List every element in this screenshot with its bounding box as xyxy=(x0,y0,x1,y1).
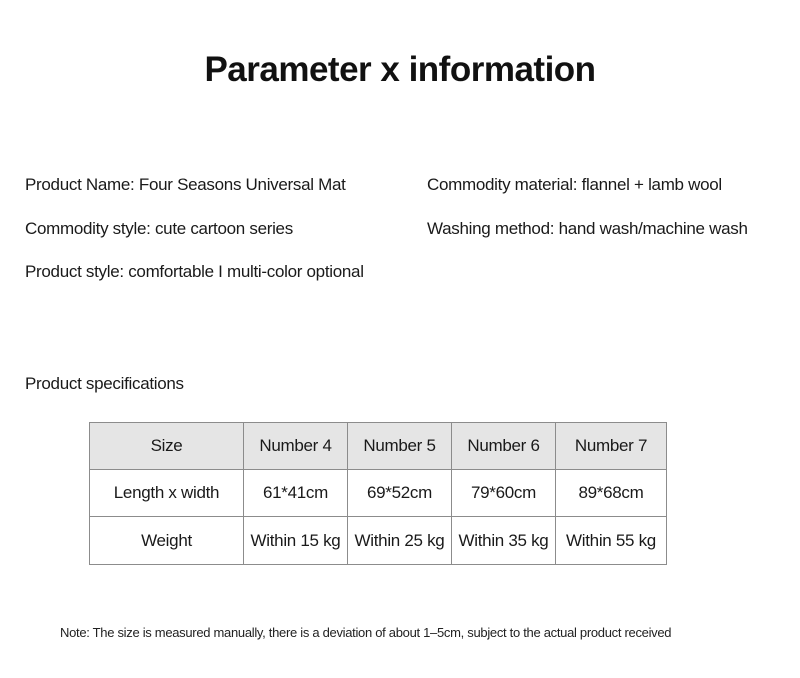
specifications-table xyxy=(89,422,667,565)
commodity-material-text: Commodity material: flannel + lamb wool xyxy=(427,175,722,194)
table-cell: Within 25 kg xyxy=(348,517,452,565)
commodity-style-text: Commodity style: cute cartoon series xyxy=(25,219,293,238)
header-cell: Number 7 xyxy=(556,423,667,470)
header-cell: Number 4 xyxy=(244,423,348,470)
table-cell: 89*68cm xyxy=(556,470,667,517)
table-cell: Within 55 kg xyxy=(556,517,667,565)
table-cell: 69*52cm xyxy=(348,470,452,517)
table-cell: 79*60cm xyxy=(452,470,556,517)
product-name-text: Product Name: Four Seasons Universal Mat xyxy=(25,175,346,194)
table-header-row xyxy=(90,423,667,470)
product-style-text: Product style: comfortable I multi-color optional xyxy=(25,262,364,281)
table-cell: 61*41cm xyxy=(244,470,348,517)
table-row xyxy=(90,517,667,565)
table-cell: Within 35 kg xyxy=(452,517,556,565)
table-row xyxy=(90,470,667,517)
header-cell: Number 5 xyxy=(348,423,452,470)
header-cell: Size xyxy=(90,423,244,470)
table-cell: Weight xyxy=(90,517,244,565)
table-cell: Within 15 kg xyxy=(244,517,348,565)
washing-method-text: Washing method: hand wash/machine wash xyxy=(427,219,748,238)
table-cell: Length x width xyxy=(90,470,244,517)
header-cell: Number 6 xyxy=(452,423,556,470)
measurement-note: Note: The size is measured manually, there is a deviation of about 1–5cm, subject to the actual product received xyxy=(60,625,672,640)
page-title: Parameter x information xyxy=(204,50,596,89)
parameter-list xyxy=(0,0,800,300)
specifications-heading: Product specifications xyxy=(25,374,184,393)
